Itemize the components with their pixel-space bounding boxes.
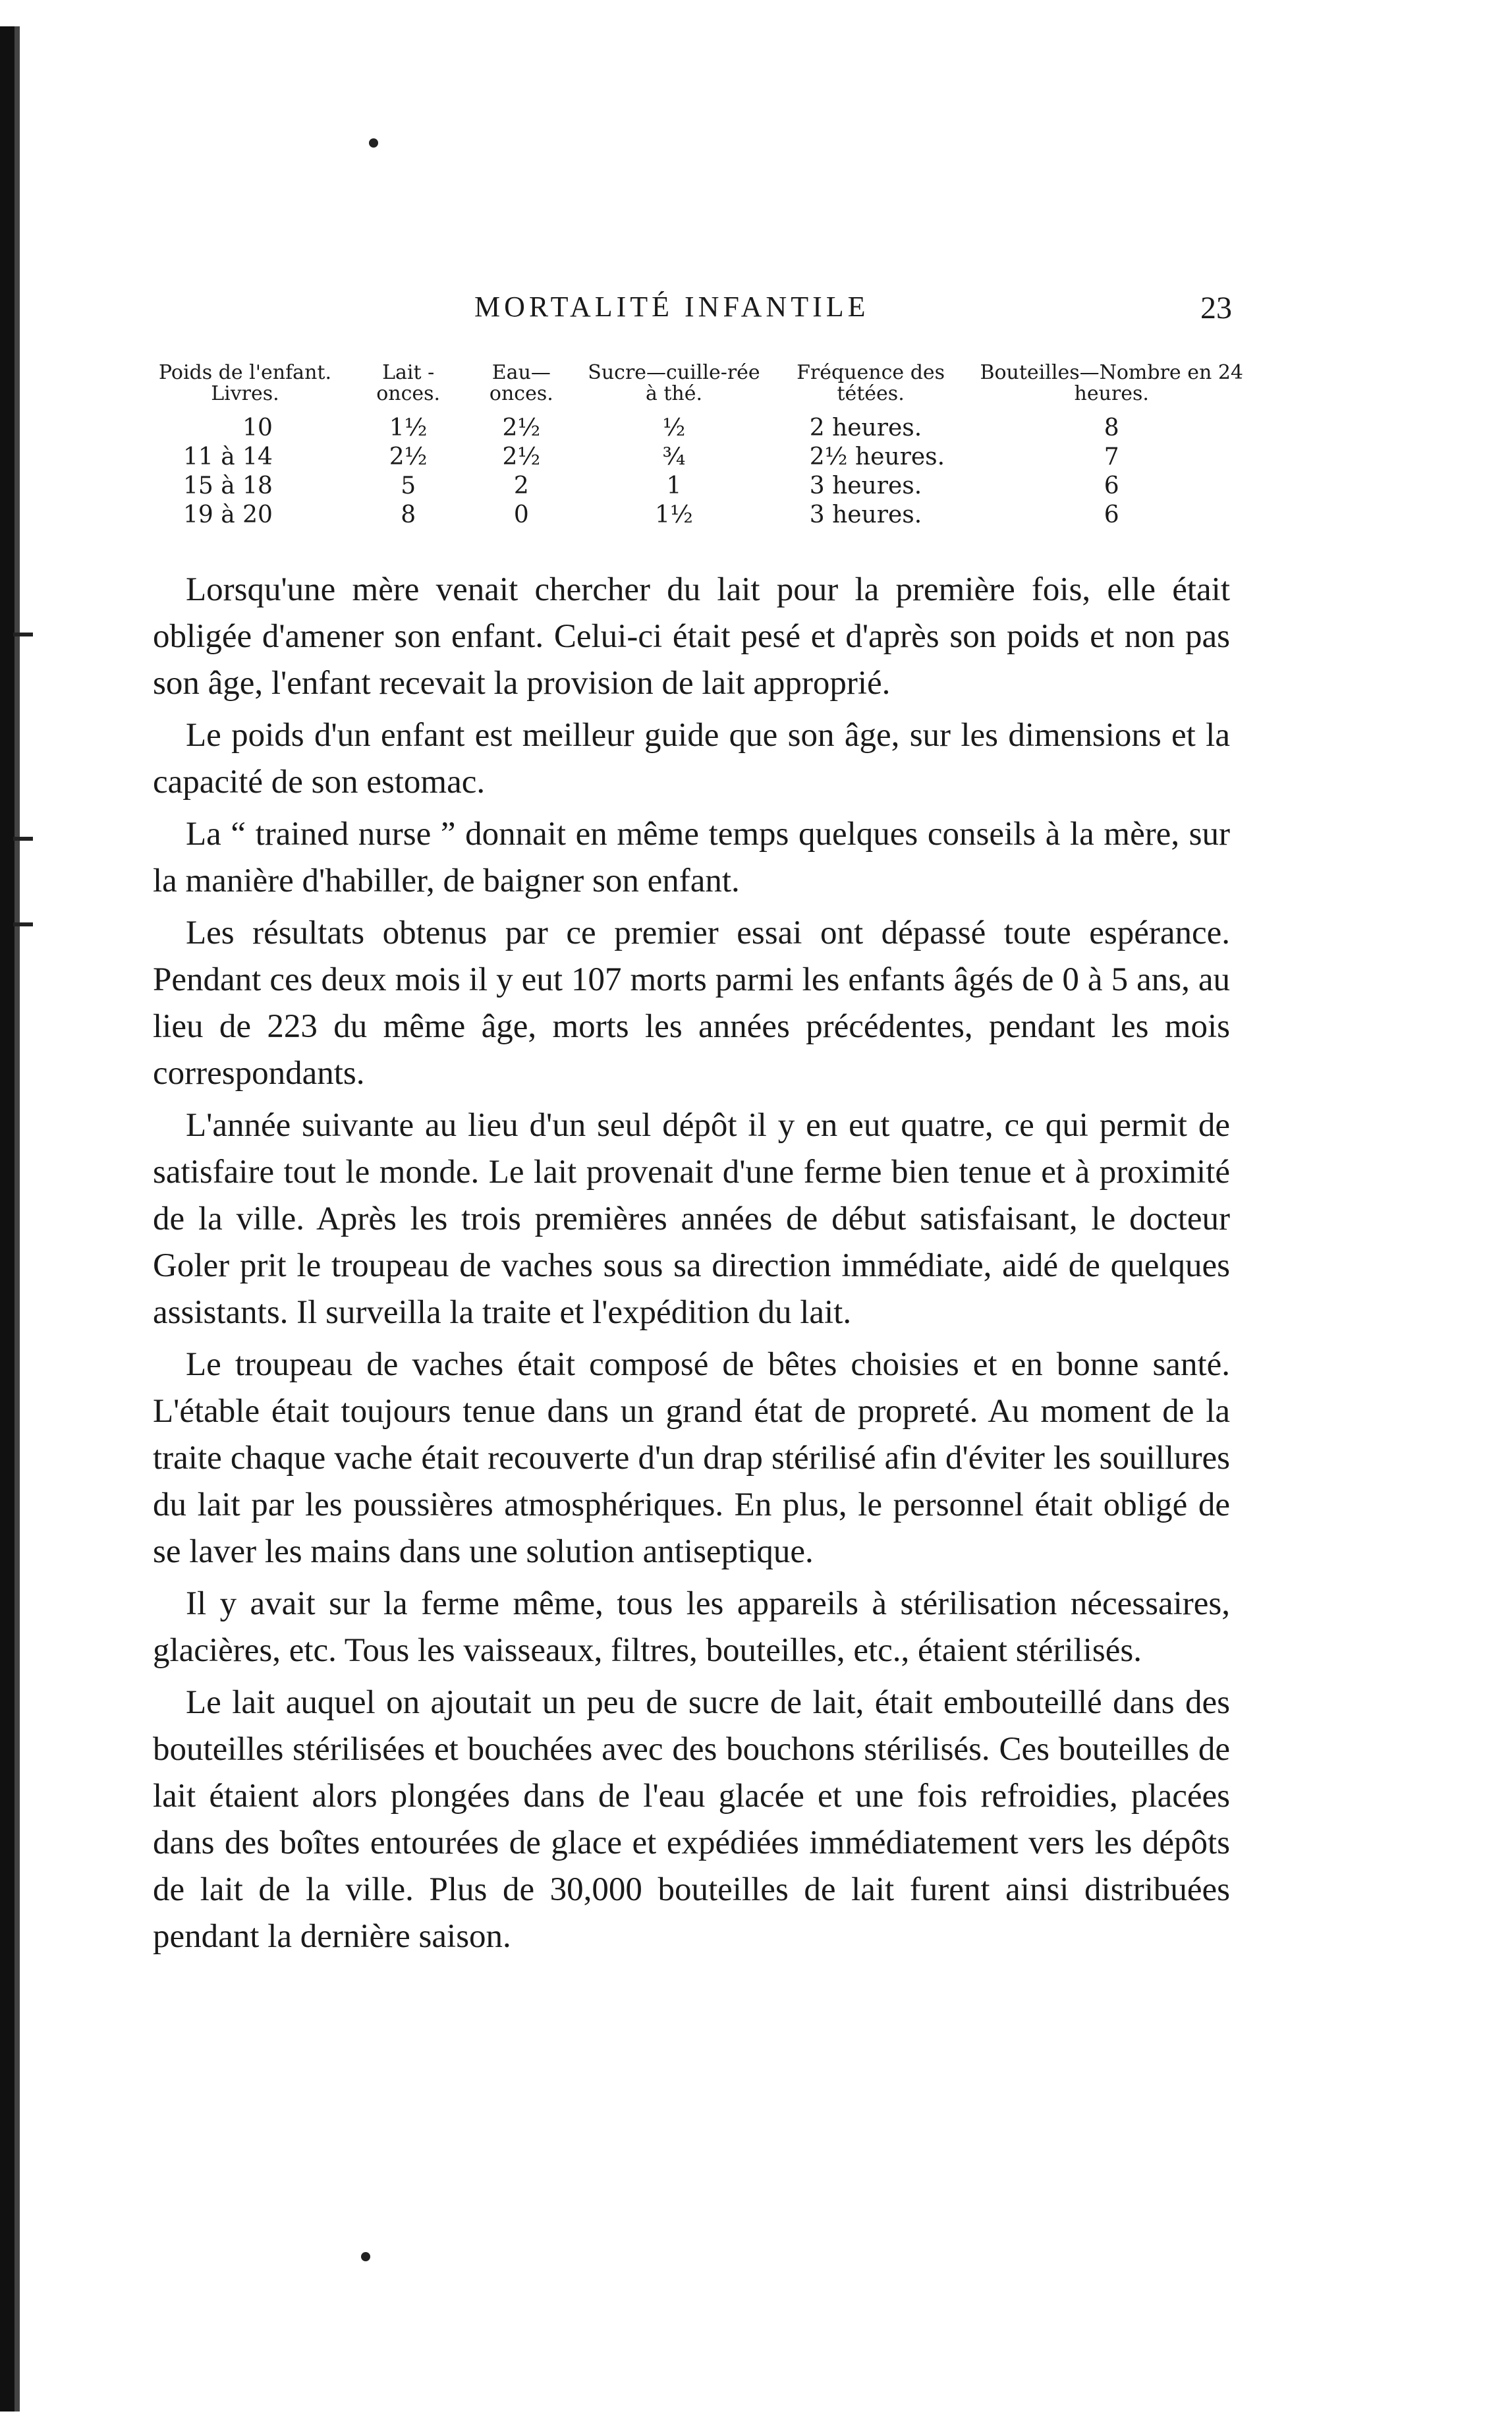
weight-cell: 15 à 18	[182, 472, 273, 499]
bottles-cell: 6	[1104, 472, 1119, 499]
bottles-cell: 7	[1104, 443, 1119, 470]
column-header: Lait - onces.	[376, 361, 441, 405]
binding-mark	[13, 837, 33, 841]
paragraph: Il y avait sur la ferme même, tous les appareils à stérilisation nécessaires, glacières, etc. Tous les vaisseaux, filtres, bouteilles, etc., étaient stérilisés.	[153, 1585, 1230, 1669]
frequency-cell: 2 heures.	[809, 414, 922, 441]
column-header: Sucre—cuille-rée à thé.	[588, 361, 760, 405]
body-text	[153, 567, 1230, 1965]
water-cell: 2	[513, 472, 529, 499]
feeding-table	[138, 362, 1252, 530]
page-header	[474, 290, 1232, 329]
milk-cell: 2½	[389, 443, 428, 470]
paragraph: Lorsqu'une mère venait chercher du lait pour la première fois, elle était obligée d'amener son enfant. Celui-ci était pesé et d'après son poids et non pas son âge, l'enfant recevait la provision de lait approprié.	[153, 571, 1230, 702]
ink-speck	[369, 138, 378, 148]
milk-cell: 8	[401, 501, 416, 528]
table-row	[138, 414, 1252, 443]
page-number: 23	[1200, 291, 1232, 325]
table-row	[138, 443, 1252, 472]
scan-binding-edge	[0, 26, 34, 2412]
table-row	[138, 472, 1252, 501]
bottles-cell: 6	[1104, 501, 1119, 528]
table-header-row	[138, 362, 1252, 414]
paragraph: Le troupeau de vaches était composé de bêtes choisies et en bonne santé. L'étable était toujours tenue dans un grand état de propreté. Au moment de la traite chaque vache était recouverte d'un drap stérilisé afin d'éviter les souillures du lait par les poussières atmosphériques. En plus, le personnel était obligé de se laver les mains dans une solution antiseptique.	[153, 1346, 1230, 1570]
paragraph: La “ trained nurse ” donnait en même temps quelques conseils à la mère, sur la manière d'habiller, de baigner son enfant.	[153, 816, 1230, 899]
frequency-cell: 2½ heures.	[809, 443, 945, 470]
paragraph: Le poids d'un enfant est meilleur guide que son âge, sur les dimensions et la capacité de son estomac.	[153, 717, 1230, 801]
column-header: Fréquence des tétées.	[797, 361, 945, 405]
ink-speck	[361, 2252, 370, 2261]
milk-cell: 1½	[389, 414, 428, 441]
frequency-cell: 3 heures.	[809, 501, 922, 528]
weight-cell: 11 à 14	[182, 443, 273, 470]
weight-cell: 10	[242, 414, 273, 441]
paragraph: L'année suivante au lieu d'un seul dépôt il y en eut quatre, ce qui permit de satisfaire tout le monde. Le lait provenait d'une ferme bien tenue et à proximité de la ville. Après les trois premières années de début satisfaisant, le docteur Goler prit le troupeau de vaches sous sa direction immédiate, aidé de quelques assistants. Il surveilla la traite et l'expédition du lait.	[153, 1107, 1230, 1331]
sugar-cell: 1	[666, 472, 682, 499]
sugar-cell: 1½	[655, 501, 693, 528]
binding-mark	[13, 633, 33, 636]
column-header: Poids de l'enfant. Livres.	[158, 361, 331, 405]
paragraph: Les résultats obtenus par ce premier essai ont dépassé toute espérance. Pendant ces deux mois il y eut 107 morts parmi les enfants âgés de 0 à 5 ans, au lieu de 223 du même âge, morts les années précédentes, pendant les mois correspondants.	[153, 915, 1230, 1092]
water-cell: 2½	[502, 414, 541, 441]
water-cell: 2½	[502, 443, 541, 470]
column-header: Eau—onces.	[489, 361, 553, 405]
milk-cell: 5	[401, 472, 416, 499]
water-cell: 0	[513, 501, 529, 528]
running-title: MORTALITÉ INFANTILE	[474, 291, 870, 323]
paragraph: Le lait auquel on ajoutait un peu de sucre de lait, était embouteillé dans des bouteilles stérilisées et bouchées avec des bouchons stérilisés. Ces bouteilles de lait étaient alors plongées dans de l'eau glacée et une fois refroidies, placées dans des boîtes entourées de glace et expédiées immédiatement vers les dépôts de lait de la ville. Plus de 30,000 bouteilles de lait furent ainsi distribuées pendant la dernière saison.	[153, 1684, 1230, 1955]
table-row	[138, 501, 1252, 530]
bottles-cell: 8	[1104, 414, 1119, 441]
binding-mark	[13, 922, 33, 926]
weight-cell: 19 à 20	[182, 501, 273, 528]
sugar-cell: ¾	[662, 443, 686, 470]
sugar-cell: ½	[662, 414, 686, 441]
column-header: Bouteilles—Nombre en 24 heures.	[980, 361, 1243, 405]
frequency-cell: 3 heures.	[809, 472, 922, 499]
